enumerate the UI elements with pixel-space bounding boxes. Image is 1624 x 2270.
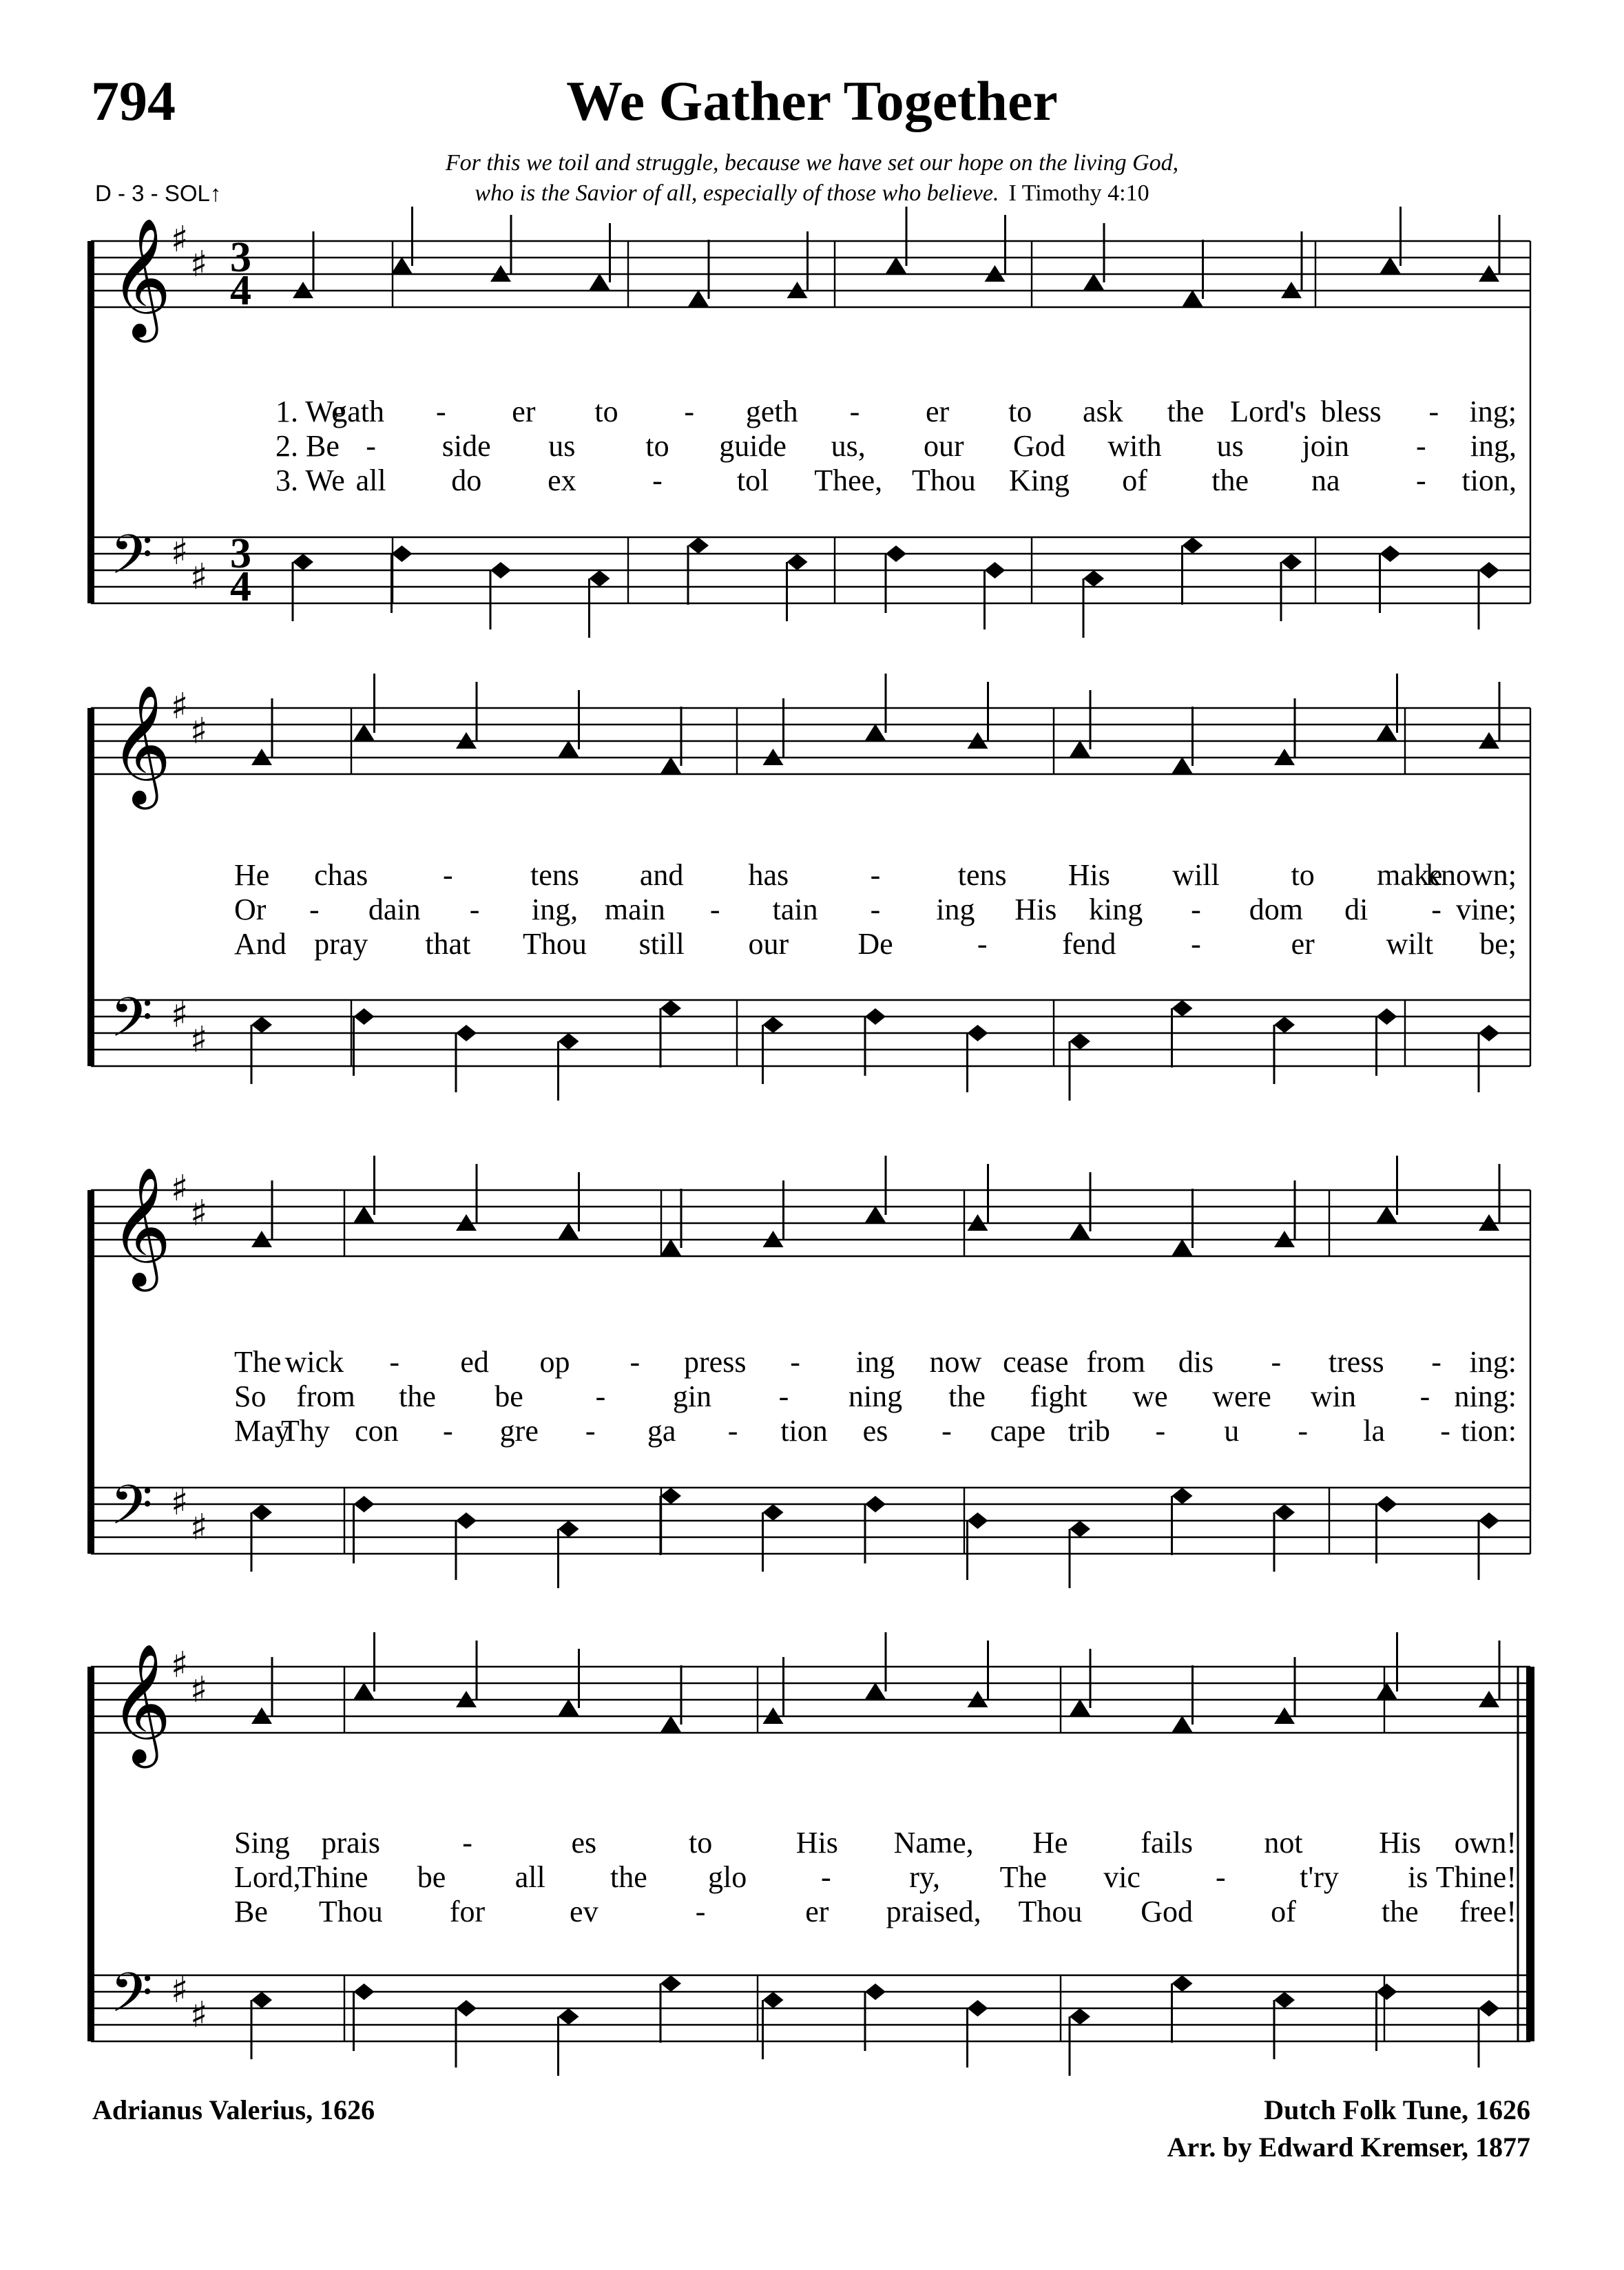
key-sharp-treble-4-1: ♯ (171, 1645, 189, 1686)
lyric-syllable: - (1428, 395, 1439, 428)
lyric-syllable: 1. We (275, 395, 345, 428)
lyric-syllable: tress (1328, 1345, 1384, 1379)
scripture-reference: I Timothy 4:10 (1008, 180, 1149, 206)
lyric-syllable: us (1216, 429, 1244, 463)
lyric-syllable: tol (736, 464, 769, 497)
lyric-syllable: His (1068, 858, 1110, 892)
bass-clef-4: 𝄢 (110, 1961, 153, 2038)
note-head-treble-1-9 (1083, 273, 1104, 290)
lyric-syllable: has (748, 858, 789, 892)
lyric-syllable: ex (548, 464, 576, 497)
lyric-syllable: His (1379, 1826, 1422, 1860)
note-head-bass-1-5 (688, 537, 709, 554)
note-head-treble-2-4 (559, 740, 579, 757)
lyric-syllable: wilt (1386, 927, 1434, 961)
note-head-bass-3-10 (1172, 1488, 1193, 1504)
note-head-bass-4-12 (1377, 1983, 1397, 2000)
lyric-syllable: t'ry (1300, 1860, 1339, 1894)
lyric-syllable: vine; (1456, 893, 1517, 926)
note-head-bass-2-13 (1479, 1025, 1499, 1041)
lyric-syllable: cease (1003, 1345, 1069, 1379)
lyric-syllable: ing (936, 893, 975, 926)
lyric-syllable: ning (848, 1379, 903, 1413)
lyric-syllable: and (639, 858, 684, 892)
lyric-syllable: er (925, 395, 950, 428)
lyric-syllable: - (1271, 1345, 1282, 1379)
note-head-bass-3-5 (660, 1488, 681, 1504)
note-head-bass-3-1 (251, 1504, 272, 1521)
lyric-syllable: es (571, 1826, 597, 1860)
note-head-bass-3-2 (354, 1496, 375, 1512)
lyric-syllable: fails (1141, 1826, 1194, 1860)
time-sig-bottom-treble: 4 (230, 267, 251, 314)
note-head-treble-3-7 (865, 1206, 886, 1222)
note-head-bass-4-5 (660, 1975, 681, 1992)
note-head-bass-4-1 (251, 1992, 272, 2008)
lyric-syllable: Name, (893, 1826, 974, 1860)
note-head-treble-1-4 (590, 273, 610, 290)
note-head-bass-3-3 (456, 1512, 477, 1529)
lyric-syllable: - (1191, 927, 1201, 961)
note-head-treble-3-4 (559, 1222, 579, 1239)
lyric-syllable: - (435, 395, 446, 428)
lyric-syllable: la (1363, 1414, 1385, 1448)
note-head-bass-3-8 (968, 1512, 988, 1529)
note-head-bass-2-4 (559, 1033, 579, 1050)
time-sig-top-treble: 3 (230, 234, 251, 281)
lyric-syllable: ed (460, 1345, 489, 1379)
bass-clef-1: 𝄢 (110, 523, 153, 600)
note-head-bass-3-4 (559, 1521, 579, 1537)
lyric-syllable: still (638, 927, 685, 961)
note-head-bass-2-11 (1274, 1017, 1295, 1033)
note-head-treble-1-2 (392, 257, 413, 273)
note-head-treble-3-5 (660, 1239, 681, 1256)
lyric-syllable: And (234, 927, 287, 961)
lyric-syllable: to (594, 395, 618, 428)
note-head-treble-4-5 (660, 1716, 681, 1732)
lyric-syllable: - (977, 927, 988, 961)
key-sharp-treble-2-2: ♯ (190, 711, 208, 752)
tune-credit: Dutch Folk Tune, 1626 (1264, 2094, 1530, 2125)
note-head-treble-4-12 (1377, 1683, 1397, 1699)
lyric-syllable: be (417, 1860, 446, 1894)
note-head-bass-4-3 (456, 2000, 477, 2017)
lyric-syllable: our (748, 927, 789, 961)
lyric-syllable: na (1311, 464, 1340, 497)
note-head-bass-4-4 (559, 2008, 579, 2025)
lyric-syllable: Thou (523, 927, 587, 961)
lyric-syllable: be; (1479, 927, 1517, 961)
lyric-syllable: were (1212, 1379, 1271, 1413)
note-head-bass-2-3 (456, 1025, 477, 1041)
arrangement-credit: Arr. by Edward Kremser, 1877 (1167, 2132, 1530, 2163)
lyric-syllable: be (495, 1379, 523, 1413)
note-head-bass-4-2 (354, 1983, 375, 2000)
note-head-treble-4-10 (1172, 1716, 1193, 1732)
note-head-bass-2-2 (354, 1008, 375, 1025)
treble-clef-4: 𝄞 (110, 1643, 171, 1763)
lyric-syllable: the (399, 1379, 436, 1413)
treble-clef-3: 𝄞 (110, 1167, 171, 1287)
lyric-syllable: - (695, 1895, 706, 1928)
lyric-syllable: we (1132, 1379, 1168, 1413)
note-head-treble-4-9 (1070, 1699, 1090, 1716)
key-sharp-bass-2-1: ♯ (171, 995, 189, 1036)
lyric-syllable: us, (831, 429, 866, 463)
lyric-syllable: op (539, 1345, 570, 1379)
lyric-syllable: free! (1459, 1895, 1517, 1928)
lyric-syllable: tain (772, 893, 818, 926)
lyric-syllable: dain (368, 893, 421, 926)
lyric-syllable: ga (647, 1414, 676, 1448)
lyric-syllable: Lord, (234, 1860, 301, 1894)
lyric-syllable: bless (1320, 395, 1382, 428)
note-head-bass-2-1 (251, 1017, 272, 1033)
hymn-title: We Gather Together (566, 70, 1058, 132)
note-head-bass-2-7 (865, 1008, 886, 1025)
note-head-bass-3-13 (1479, 1512, 1499, 1529)
key-sharp-bass-4-2: ♯ (190, 1995, 208, 2036)
note-head-bass-2-10 (1172, 1000, 1193, 1017)
note-head-bass-2-9 (1070, 1033, 1090, 1050)
lyric-syllable: pray (314, 927, 368, 961)
lyric-syllable: ning: (1454, 1379, 1517, 1413)
lyric-syllable: er (512, 395, 536, 428)
lyric-syllable: God (1013, 429, 1065, 463)
lyric-syllable: gin (672, 1379, 712, 1413)
lyric-syllable: tens (530, 858, 579, 892)
note-head-bass-1-11 (1281, 554, 1302, 570)
lyric-syllable: the (610, 1860, 647, 1894)
lyric-syllable: - (870, 893, 881, 926)
note-head-treble-4-2 (354, 1683, 375, 1699)
lyric-syllable: ing (855, 1345, 895, 1379)
lyric-syllable: - (684, 395, 694, 428)
lyric-syllable: di (1344, 893, 1368, 926)
lyric-syllable: - (462, 1826, 472, 1860)
lyric-syllable: now (929, 1345, 982, 1379)
note-head-bass-1-10 (1183, 537, 1203, 554)
note-head-bass-1-2 (392, 545, 413, 562)
note-head-treble-3-2 (354, 1206, 375, 1222)
note-head-treble-1-10 (1183, 290, 1203, 306)
lyric-syllable: - (790, 1345, 800, 1379)
lyric-syllable: u (1224, 1414, 1240, 1448)
note-head-bass-3-9 (1070, 1521, 1090, 1537)
lyric-syllable: - (652, 464, 663, 497)
lyric-syllable: May (234, 1414, 290, 1448)
epigraph-line-1: For this we toil and struggle, because we have set our hope on the living God, (445, 150, 1179, 176)
lyric-syllable: make (1377, 858, 1443, 892)
lyric-syllable: Thy (280, 1414, 330, 1448)
note-head-bass-4-6 (763, 1992, 784, 2008)
key-sharp-treble-3-1: ♯ (171, 1168, 189, 1209)
lyric-syllable: to (1291, 858, 1315, 892)
lyric-syllable: of (1271, 1895, 1296, 1928)
lyric-syllable: the (948, 1379, 986, 1413)
lyric-syllable: side (441, 429, 491, 463)
lyric-syllable: ing: (1469, 1345, 1517, 1379)
treble-clef-2: 𝄞 (110, 685, 171, 804)
note-head-bass-1-12 (1380, 545, 1401, 562)
lyric-syllable: win (1311, 1379, 1356, 1413)
lyric-syllable: to (688, 1826, 713, 1860)
note-head-treble-1-7 (886, 257, 906, 273)
lyric-syllable: - (595, 1379, 606, 1413)
lyric-syllable: gre (499, 1414, 539, 1448)
note-head-treble-4-4 (559, 1699, 579, 1716)
lyric-syllable: - (709, 893, 720, 926)
key-sharp-bass-1-1: ♯ (171, 532, 189, 573)
time-sig-top-bass: 3 (230, 530, 251, 577)
bass-clef-2: 𝄢 (110, 986, 153, 1063)
lyric-syllable: - (941, 1414, 952, 1448)
note-head-bass-1-3 (490, 562, 511, 579)
lyric-syllable: Thine (297, 1860, 368, 1894)
lyric-syllable: - (778, 1379, 789, 1413)
lyric-syllable: - (585, 1414, 596, 1448)
lyric-syllable: ing, (531, 893, 579, 926)
lyric-syllable: - (1419, 1379, 1430, 1413)
lyric-syllable: - (469, 893, 480, 926)
lyric-syllable: us (548, 429, 576, 463)
note-head-treble-2-2 (354, 724, 375, 740)
note-head-treble-1-12 (1380, 257, 1401, 273)
key-sharp-bass-4-1: ♯ (171, 1970, 189, 2011)
lyric-syllable: dom (1249, 893, 1303, 926)
lyric-syllable: - (1191, 893, 1201, 926)
lyric-syllable: De (857, 927, 893, 961)
lyric-syllable: So (234, 1379, 267, 1413)
lyric-syllable: chas (314, 858, 368, 892)
note-head-treble-2-5 (660, 757, 681, 773)
lyric-syllable: - (727, 1414, 738, 1448)
lyric-syllable: press (684, 1345, 747, 1379)
lyric-syllable: ev (570, 1895, 598, 1928)
lyric-syllable: - (1215, 1860, 1226, 1894)
lyric-syllable: all (355, 464, 386, 497)
lyric-syllable: for (449, 1895, 486, 1928)
lyric-syllable: tion (780, 1414, 828, 1448)
note-head-bass-4-13 (1479, 2000, 1499, 2017)
note-head-treble-4-7 (865, 1683, 886, 1699)
lyric-syllable: ry, (909, 1860, 941, 1894)
key-sharp-treble-1-2: ♯ (190, 244, 208, 285)
lyric-syllable: - (1416, 464, 1426, 497)
note-head-treble-3-9 (1070, 1222, 1090, 1239)
epigraph-text: who is the Savior of all, especially of those who believe. (475, 180, 999, 206)
lyric-syllable: tion: (1461, 1414, 1517, 1448)
words-credit: Adrianus Valerius, 1626 (92, 2094, 375, 2125)
lyric-syllable: - (1298, 1414, 1308, 1448)
lyric-syllable: not (1264, 1826, 1303, 1860)
lyric-syllable: The (999, 1860, 1048, 1894)
note-head-bass-3-6 (763, 1504, 784, 1521)
lyric-syllable: Thou (911, 464, 976, 497)
note-head-bass-3-7 (865, 1496, 886, 1512)
note-head-treble-2-7 (865, 724, 886, 740)
note-head-bass-3-11 (1274, 1504, 1295, 1521)
note-head-bass-4-11 (1274, 1992, 1295, 2008)
key-sharp-bass-3-2: ♯ (190, 1507, 208, 1548)
note-head-treble-2-10 (1172, 757, 1193, 773)
bass-clef-3: 𝄢 (110, 1473, 153, 1550)
time-sig-bottom-bass: 4 (230, 563, 251, 610)
lyric-syllable: king (1089, 893, 1143, 926)
hymn-number: 794 (91, 70, 176, 132)
lyric-syllable: will (1172, 858, 1220, 892)
lyric-syllable: - (629, 1345, 641, 1379)
lyric-syllable: tens (957, 858, 1007, 892)
note-head-bass-2-5 (660, 1000, 681, 1017)
lyric-syllable: Be (234, 1895, 268, 1928)
lyric-syllable: King (1008, 464, 1070, 497)
note-head-bass-4-10 (1172, 1975, 1193, 1992)
lyric-syllable: con (355, 1414, 399, 1448)
key-sharp-treble-1-1: ♯ (171, 219, 189, 260)
lyric-syllable: geth (745, 395, 798, 428)
lyric-syllable: that (425, 927, 471, 961)
note-head-bass-4-7 (865, 1983, 886, 2000)
lyric-syllable: - (1431, 893, 1441, 926)
key-sharp-bass-1-2: ♯ (190, 556, 208, 598)
lyric-syllable: His (1014, 893, 1057, 926)
treble-clef-1: 𝄞 (110, 218, 171, 337)
lyric-syllable: He (234, 858, 270, 892)
note-head-bass-2-8 (968, 1025, 988, 1041)
note-head-bass-1-9 (1083, 570, 1104, 587)
lyric-syllable: ing, (1470, 429, 1517, 463)
lyric-syllable: er (1291, 927, 1315, 961)
lyric-syllable: - (1416, 429, 1426, 463)
note-head-bass-1-4 (590, 570, 610, 587)
note-head-treble-2-12 (1377, 724, 1397, 740)
note-head-bass-1-7 (886, 545, 906, 562)
lyric-syllable: - (1440, 1414, 1450, 1448)
lyric-syllable: Thee, (814, 464, 883, 497)
lyric-syllable: praised, (886, 1895, 981, 1928)
lyric-syllable: with (1107, 429, 1162, 463)
lyric-syllable: His (795, 1826, 838, 1860)
lyric-syllable: of (1122, 464, 1147, 497)
lyric-syllable: dis (1178, 1345, 1214, 1379)
lyric-syllable: ask (1083, 395, 1123, 428)
lyric-syllable: tion, (1461, 464, 1517, 497)
lyric-syllable: fight (1030, 1379, 1087, 1413)
lyric-syllable: from (296, 1379, 355, 1413)
key-sharp-bass-3-1: ♯ (171, 1482, 189, 1523)
lyric-syllable: to (645, 429, 669, 463)
lyric-syllable: - (443, 858, 453, 892)
note-head-treble-3-12 (1377, 1206, 1397, 1222)
lyric-syllable: es (862, 1414, 888, 1448)
note-head-treble-3-10 (1172, 1239, 1193, 1256)
lyric-syllable: guide (719, 429, 787, 463)
lyric-syllable: Or (234, 893, 267, 926)
lyric-syllable: the (1167, 395, 1205, 428)
note-head-treble-1-5 (688, 290, 709, 306)
lyric-syllable: from (1086, 1345, 1145, 1379)
lyric-syllable: known; (1426, 858, 1517, 892)
key-sharp-treble-3-2: ♯ (190, 1193, 208, 1234)
lyric-syllable: our (923, 429, 964, 463)
lyric-syllable: Lord's (1230, 395, 1307, 428)
key-sharp-treble-4-2: ♯ (190, 1669, 208, 1711)
note-head-bass-1-6 (787, 554, 808, 570)
note-head-bass-3-12 (1377, 1496, 1397, 1512)
note-head-bass-4-9 (1070, 2008, 1090, 2025)
lyric-syllable: wick (284, 1345, 344, 1379)
lyric-syllable: is (1408, 1860, 1428, 1894)
lyric-syllable: join (1302, 429, 1349, 463)
lyric-syllable: - (821, 1860, 831, 1894)
lyric-syllable: The (234, 1345, 282, 1379)
lyric-syllable: the (1381, 1895, 1419, 1928)
lyric-syllable: fend (1062, 927, 1116, 961)
lyric-syllable: ing; (1469, 395, 1517, 428)
lyric-syllable: er (805, 1895, 829, 1928)
lyric-syllable: the (1211, 464, 1249, 497)
key-marking: D - 3 - SOL↑ (95, 180, 222, 206)
lyric-syllable: prais (321, 1826, 381, 1860)
key-sharp-treble-2-1: ♯ (171, 686, 189, 727)
lyric-syllable: gath (332, 395, 385, 428)
lyric-syllable: main (604, 893, 665, 926)
lyric-syllable: all (514, 1860, 545, 1894)
lyric-syllable: do (451, 464, 482, 497)
lyric-syllable: - (849, 395, 860, 428)
lyric-syllable: Thou (318, 1895, 383, 1928)
lyric-syllable: - (309, 893, 320, 926)
lyric-syllable: - (1431, 1345, 1441, 1379)
lyric-syllable: trib (1068, 1414, 1110, 1448)
lyric-syllable: to (1008, 395, 1032, 428)
note-head-treble-2-9 (1070, 740, 1090, 757)
lyric-syllable: cape (990, 1414, 1046, 1448)
lyric-syllable: Thine! (1435, 1860, 1517, 1894)
note-head-bass-1-1 (293, 554, 313, 570)
lyric-syllable: - (870, 858, 881, 892)
note-head-bass-1-8 (985, 562, 1006, 579)
lyric-syllable: vic (1103, 1860, 1141, 1894)
lyric-syllable: 3. We (275, 464, 345, 497)
lyric-syllable: God (1141, 1895, 1194, 1928)
lyric-syllable: glo (708, 1860, 747, 1894)
note-head-bass-4-8 (968, 2000, 988, 2017)
lyric-syllable: Thou (1018, 1895, 1083, 1928)
note-head-bass-2-12 (1377, 1008, 1397, 1025)
lyric-syllable: Sing (234, 1826, 290, 1860)
lyric-syllable: 2. Be (275, 429, 340, 463)
lyric-syllable: - (366, 429, 376, 463)
note-head-bass-2-6 (763, 1017, 784, 1033)
note-head-bass-1-13 (1479, 562, 1499, 579)
lyric-syllable: - (1155, 1414, 1166, 1448)
lyric-syllable: He (1032, 1826, 1068, 1860)
lyric-syllable: own! (1454, 1826, 1517, 1860)
lyric-syllable: - (443, 1414, 453, 1448)
key-sharp-bass-2-2: ♯ (190, 1019, 208, 1061)
lyric-syllable: - (389, 1345, 400, 1379)
